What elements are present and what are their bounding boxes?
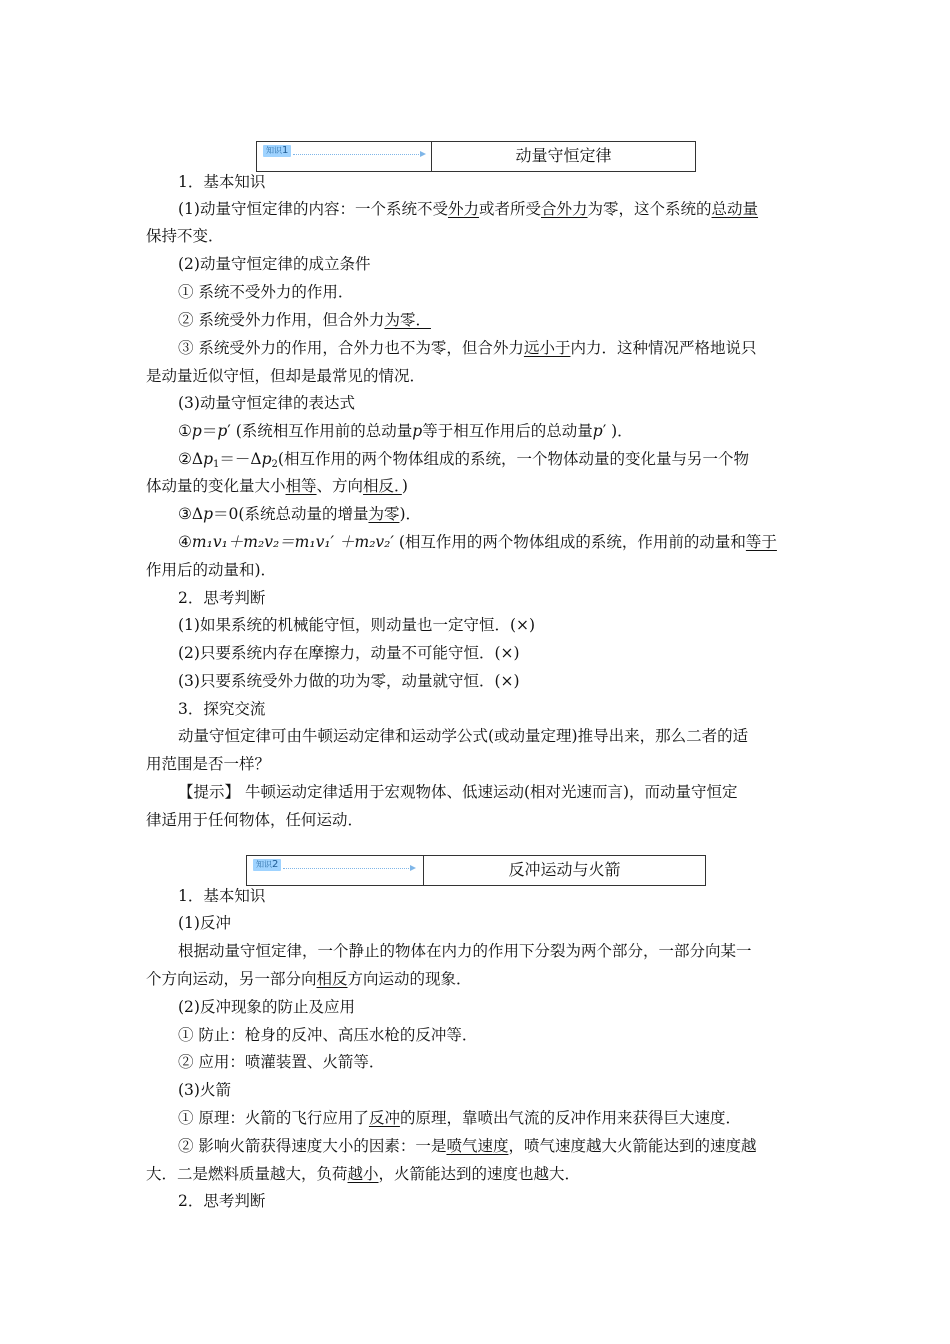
basic-heading: 1．基本知识: [178, 887, 266, 905]
prevent-heading: (2)反冲现象的防止及应用: [178, 998, 355, 1016]
judge-item-1: (1)如果系统的机械能守恒，则动量也一定守恒．(×): [178, 616, 536, 634]
explore-heading: 3．探究交流: [178, 700, 266, 718]
arrow-icon: [283, 868, 411, 869]
judge-heading: 2．思考判断: [178, 1192, 266, 1210]
expr-heading: (3)动量守恒定律的表达式: [178, 394, 355, 412]
knowledge-tag: 知识2: [253, 859, 281, 871]
section-title: 动量守恒定律: [515, 146, 612, 165]
section-header-1: [256, 141, 696, 172]
expr-item-2: $②\Delta p_1=-\Delta p_2$(相互作用的两个物体组成的系统，一个物体动量的变化量与另一个物: [178, 450, 749, 470]
expr-item-4: ④m₁v₁＋m₂v₂＝m₁v₁′ ＋m₂v₂′ (相互作用的两个物体组成的系统，作用前的动量和等于: [178, 533, 777, 551]
arrow-icon: [293, 154, 421, 155]
hint-paragraph: 【提示】 牛顿运动定律适用于宏观物体、低速运动(相对光速而言)，而动量守恒定: [178, 783, 738, 801]
cond-item-3: ③ 系统受外力的作用，合外力也不为零，但合外力远小于内力．这种情况严格地说只: [178, 339, 757, 357]
rocket-item-2-cont: 大．二是燃料质量越大，负荷越小，火箭能达到的速度也越大．: [146, 1165, 581, 1183]
recoil-paragraph-cont: 个方向运动，另一部分向相反方向运动的现象．: [146, 970, 472, 988]
expr-item-3: ③Δp＝0(系统总动量的增量为零)．: [178, 505, 422, 523]
basic-heading: 1．基本知识: [178, 173, 266, 191]
hint-label: 【提示】: [178, 783, 241, 801]
explore-question-cont: 用范围是否一样？: [146, 755, 271, 773]
hint-paragraph-cont: 律适用于任何物体，任何运动．: [146, 811, 364, 829]
section-title: 反冲运动与火箭: [508, 860, 621, 879]
prevent-item-2: ② 应用：喷灌装置、火箭等．: [178, 1053, 385, 1071]
knowledge-tag: 知识1: [263, 145, 291, 157]
content-paragraph-cont: 保持不变．: [146, 227, 224, 245]
expr-item-2-cont: 体动量的变化量大小相等、方向相反．): [146, 477, 408, 495]
recoil-heading: (1)反冲: [178, 914, 231, 932]
cond-heading: (2)动量守恒定律的成立条件: [178, 255, 371, 273]
expr-item-1: ①p＝p′ (系统相互作用前的总动量p等于相互作用后的总动量p′ )．: [178, 422, 633, 440]
recoil-paragraph: 根据动量守恒定律，一个静止的物体在内力的作用下分裂为两个部分，一部分向某一: [178, 942, 752, 960]
rocket-item-2: ② 影响火箭获得速度大小的因素：一是喷气速度，喷气速度越大火箭能达到的速度越: [178, 1137, 757, 1155]
section-header-2: [246, 855, 706, 886]
explore-question: 动量守恒定律可由牛顿运动定律和运动学公式(或动量定理)推导出来，那么二者的适: [178, 727, 749, 745]
cond-item-3-cont: 是动量近似守恒，但却是最常见的情况．: [146, 367, 426, 385]
content-paragraph: (1)动量守恒定律的内容：一个系统不受外力或者所受合外力为零，这个系统的总动量: [178, 200, 759, 218]
judge-heading: 2．思考判断: [178, 589, 266, 607]
cond-item-1: ① 系统不受外力的作用．: [178, 283, 354, 301]
rocket-item-1: ① 原理：火箭的飞行应用了反冲的原理，靠喷出气流的反冲作用来获得巨大速度．: [178, 1109, 741, 1127]
section-tag-cell: [257, 142, 432, 171]
cond-item-2: ② 系统受外力作用，但合外力为零．: [178, 311, 431, 329]
judge-item-3: (3)只要系统受外力做的功为零，动量就守恒．(×): [178, 672, 520, 690]
expr-item-4-cont: 作用后的动量和)．: [146, 561, 277, 579]
judge-item-2: (2)只要系统内存在摩擦力，动量不可能守恒．(×): [178, 644, 520, 662]
momentum-formula: m₁v₁＋m₂v₂＝m₁v₁′ ＋m₂v₂′: [191, 533, 394, 551]
prevent-item-1: ① 防止：枪身的反冲、高压水枪的反冲等．: [178, 1026, 478, 1044]
section-tag-cell: [247, 856, 424, 885]
rocket-heading: (3)火箭: [178, 1081, 231, 1099]
